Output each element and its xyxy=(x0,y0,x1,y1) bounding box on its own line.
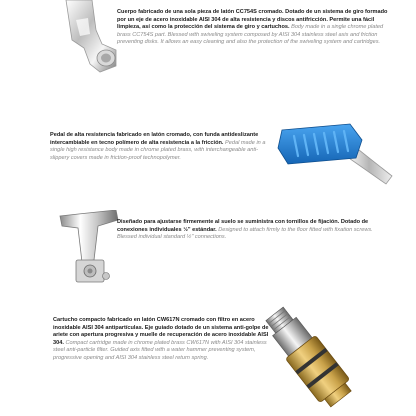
feature-english-text: Body made in a single chrome plated brass CC754S part. Blessed with swiveling system composed by AISI 304 stainless steel axis and friction preventing disks. It allows an easy cleaning and also the protection of the swiveling system and cartridges. xyxy=(117,24,384,46)
blue-pedal-photo xyxy=(274,116,394,186)
feature-spanish-text: Pedal de alta resistencia fabricado en latón cromado, con funda antideslizante intercambiable en tecno polímero de alta resistencia a la fricción. xyxy=(50,132,259,146)
feature-cartridge xyxy=(0,300,416,416)
feature-text xyxy=(117,219,392,242)
chrome-swivel-body-photo xyxy=(62,0,118,104)
feature-spanish-text: Diseñado para ajustarse firmemente al suelo se suministra con tornillos de fijación. Dotado de conexiones individuales ½" estándar. xyxy=(117,219,369,233)
feature-pedal xyxy=(0,108,416,196)
feature-english-text: Pedal made in a single high resistance body made in chrome plated brass, with interchangeable anti-slippery covers made in friction-proof technopolymer. xyxy=(50,139,266,161)
floor-base-photo xyxy=(58,210,120,284)
feature-text xyxy=(117,9,389,47)
feature-swivel-body xyxy=(0,0,416,108)
feature-text xyxy=(50,132,275,162)
feature-english-text: Compact cartridge made in chrome plated brass CW617N with AISI 304 stainless steel anti-particle filter. Guided axis fitted with a water hammer preventing system, progressive opening and AISI 304 stainless steel return spring. xyxy=(53,339,267,361)
feature-spanish-text: Cartucho compacto fabricado en latón CW617N cromado con filtro en acero inoxidable AISI 304 antipartículas. Eje guiado dotado de un sistema anti-golpe de ariete con apertura progresiva y muelle de recuperación de acero inoxidable AISI 304. xyxy=(53,317,269,346)
cartridge-photo xyxy=(254,302,364,414)
feature-english-text: Designed to attach firmly to the floor fitted with fixation screws. Blessed individual standard ½" connections. xyxy=(117,226,373,241)
feature-floor-base xyxy=(0,196,416,300)
feature-spanish-text: Cuerpo fabricado de una sola pieza de latón CC754S cromado. Dotado de un sistema de giro formado por un eje de acero inoxidable AISI 304 de alta resistencia y discos antifricción. Permite una fácil limpieza, así como la protección del sistema de giro y cartuchos. xyxy=(117,9,388,31)
feature-text xyxy=(53,317,278,363)
